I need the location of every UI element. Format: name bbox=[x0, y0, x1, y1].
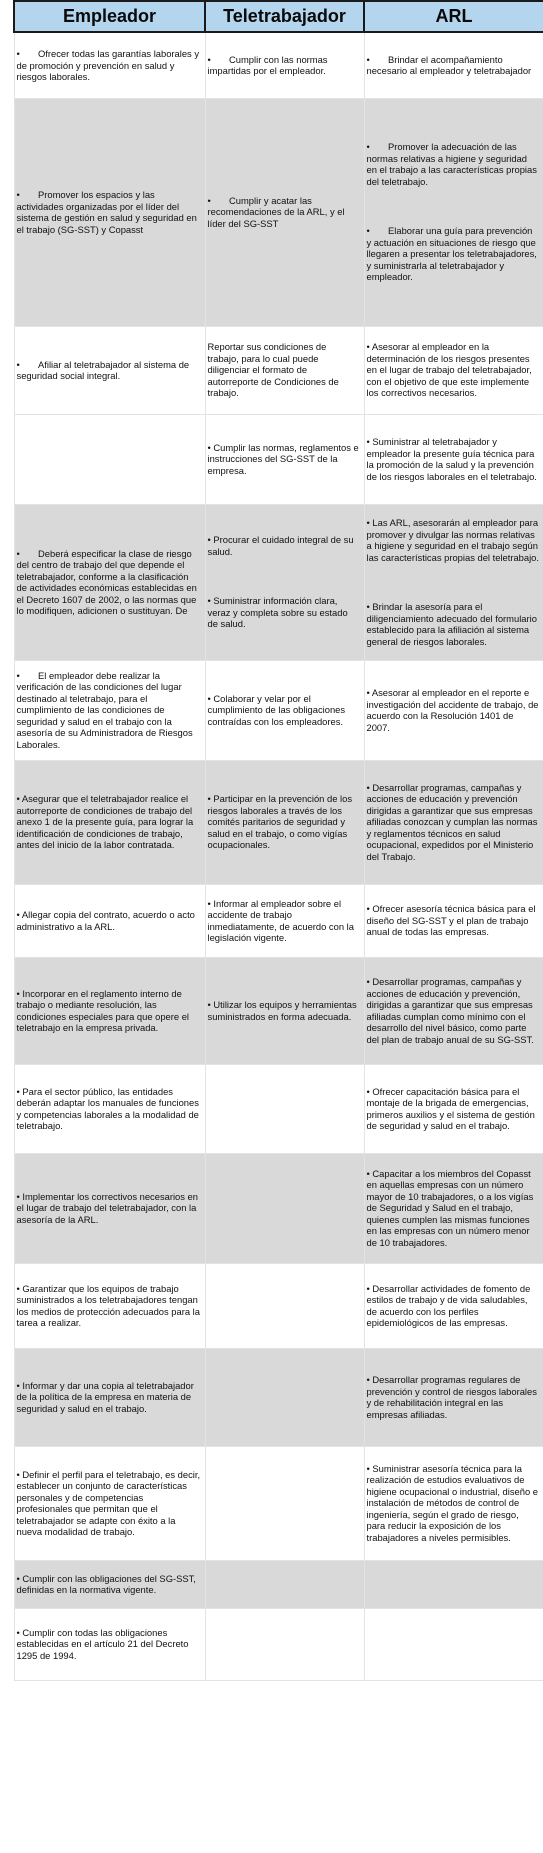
cell-teletrabajador bbox=[205, 1560, 364, 1608]
table-row bbox=[14, 98, 543, 326]
teletrabajador-item: Reportar sus condiciones de trabajo, para lo cual puede diligenciar el formato de autorreporte de Condiciones de trabajo. bbox=[207, 341, 339, 399]
cell-arl bbox=[364, 1064, 543, 1153]
arl-item: • Ofrecer capacitación básica para el montaje de la brigada de emergencias, primeros auxilios y el sistema de gestión de seguridad y salud en el trabajo. bbox=[366, 1085, 535, 1131]
teletrabajador-item: • Procurar el cuidado integral de su salud. bbox=[207, 534, 354, 557]
table-row bbox=[14, 760, 543, 884]
cell-arl bbox=[364, 1153, 543, 1263]
cell-empleador bbox=[14, 504, 205, 660]
cell-teletrabajador bbox=[205, 32, 364, 98]
responsibilities-body bbox=[14, 32, 543, 1680]
cell-arl bbox=[364, 98, 543, 326]
header-teletrabajador: Teletrabajador bbox=[205, 1, 364, 32]
teletrabajador-item: • Cumplir las normas, reglamentos e instrucciones del SG-SST de la empresa. bbox=[207, 441, 359, 476]
cell-teletrabajador bbox=[205, 957, 364, 1064]
cell-empleador bbox=[14, 1064, 205, 1153]
header-row bbox=[14, 1, 543, 32]
cell-teletrabajador bbox=[205, 326, 364, 414]
empleador-item: • Definir el perfil para el teletrabajo, es decir, establecer un conjunto de características personales y de competencias profesionales que permitan que el teletrabajador se adapte con éxito a la nueva modalidad de trabajo. bbox=[16, 1468, 201, 1537]
header-empleador: Empleador bbox=[14, 1, 205, 32]
table-row bbox=[14, 32, 543, 98]
table-row bbox=[14, 1560, 543, 1608]
empleador-item: • Allegar copia del contrato, acuerdo o acto administrativo a la ARL. bbox=[16, 909, 195, 932]
arl-item: • Ofrecer asesoría técnica básica para el diseño del SG-SST y el plan de trabajo anual de todas las empresas. bbox=[366, 903, 536, 938]
arl-item: • Elaborar una guía para prevención y actuación en situaciones de riesgo que llegaren a presentar los teletrabajadores, y suministrarla al teletrabajador y empleador. bbox=[366, 225, 537, 283]
header-arl: ARL bbox=[364, 1, 543, 32]
cell-teletrabajador bbox=[205, 1446, 364, 1560]
cell-teletrabajador bbox=[205, 1064, 364, 1153]
cell-empleador bbox=[14, 760, 205, 884]
table-row bbox=[14, 1263, 543, 1348]
cell-teletrabajador bbox=[205, 1153, 364, 1263]
arl-item: • Capacitar a los miembros del Copasst en aquellas empresas con un número mayor de 10 trabajadores, o a los vigías de Seguridad y Salud en el trabajo, quienes cumplen las mismas funciones en las empresas con un número menor de 10 trabajadores. bbox=[366, 1167, 534, 1248]
cell-empleador bbox=[14, 884, 205, 957]
cell-arl bbox=[364, 326, 543, 414]
cell-empleador bbox=[14, 1153, 205, 1263]
table-row bbox=[14, 504, 543, 660]
arl-item: • Brindar la asesoría para el diligenciamiento adecuado del formulario establecido para la afiliación al sistema general de riesgos laborales. bbox=[366, 601, 537, 647]
cell-arl bbox=[364, 760, 543, 884]
cell-empleador bbox=[14, 1446, 205, 1560]
arl-item: • Brindar el acompañamiento necesario al empleador y teletrabajador bbox=[366, 53, 532, 77]
table-row bbox=[14, 884, 543, 957]
teletrabajador-item: • Cumplir y acatar las recomendaciones de la ARL, y el líder del SG-SST bbox=[207, 194, 345, 229]
empleador-item: • Incorporar en el reglamento interno de trabajo o mediante resolución, las condiciones especiales para que opere el teletrabajo en la empresa privada. bbox=[16, 987, 190, 1033]
cell-empleador bbox=[14, 98, 205, 326]
cell-arl bbox=[364, 1560, 543, 1608]
empleador-item: • El empleador debe realizar la verificación de las condiciones del lugar destinado al teletrabajo, para el cumplimiento de las condiciones de seguridad y salud en el trabajo con la asesoría de su Administradora de Riesgos Laborales. bbox=[16, 669, 193, 750]
arl-item: • Las ARL, asesorarán al empleador para promover y divulgar las normas relativas a higiene y seguridad en el trabajo según las características propias del teletrabajo. bbox=[366, 517, 539, 563]
arl-item: • Desarrollar actividades de fomento de estilos de trabajo y de vida saludables, de acuerdo con los perfiles epidemiológicos de las empresas. bbox=[366, 1282, 531, 1328]
empleador-item: • Cumplir con todas las obligaciones establecidas en el artículo 21 del Decreto 1295 de 1994. bbox=[16, 1626, 189, 1661]
cell-teletrabajador bbox=[205, 760, 364, 884]
cell-teletrabajador bbox=[205, 1608, 364, 1680]
teletrabajador-item: • Colaborar y velar por el cumplimiento de las obligaciones contraídas con los empleadores. bbox=[207, 692, 346, 727]
cell-teletrabajador bbox=[205, 1348, 364, 1446]
empleador-item: • Afiliar al teletrabajador al sistema de seguridad social integral. bbox=[16, 358, 190, 381]
cell-teletrabajador bbox=[205, 660, 364, 760]
cell-empleador bbox=[14, 957, 205, 1064]
table-row bbox=[14, 1153, 543, 1263]
cell-teletrabajador bbox=[205, 98, 364, 326]
table-row bbox=[14, 660, 543, 760]
teletrabajador-item: • Participar en la prevención de los riesgos laborales a través de los comités paritarios de seguridad y salud en el trabajo, o como vigías ocupacionales. bbox=[207, 793, 353, 851]
table-row bbox=[14, 414, 543, 504]
cell-teletrabajador bbox=[205, 504, 364, 660]
cell-arl bbox=[364, 1348, 543, 1446]
cell-arl bbox=[364, 1608, 543, 1680]
table-row bbox=[14, 1446, 543, 1560]
cell-teletrabajador bbox=[205, 884, 364, 957]
empleador-item: • Deberá especificar la clase de riesgo del centro de trabajo del que depende el teletrabajador, conforme a la clasificación de actividades económicas establecidas en el Decreto 1607 de 2002, o las normas que lo modifiquen, adicionen o sustituyan. De bbox=[16, 547, 197, 616]
cell-arl bbox=[364, 414, 543, 504]
cell-empleador bbox=[14, 414, 205, 504]
cell-empleador bbox=[14, 326, 205, 414]
cell-arl bbox=[364, 884, 543, 957]
table-row bbox=[14, 1064, 543, 1153]
teletrabajador-item: • Suministrar información clara, veraz y completa sobre su estado de salud. bbox=[207, 595, 348, 630]
table-row bbox=[14, 1348, 543, 1446]
empleador-item: • Garantizar que los equipos de trabajo suministrados a los teletrabajadores tengan los medios de protección adecuados para la tarea a realizar. bbox=[16, 1282, 200, 1328]
arl-item: • Desarrollar programas, campañas y acciones de educación y prevención, dirigidas a garantizar que sus empresas afiliadas cumplan como mínimo con el desarrollo del nivel básico, como parte del plan de trabajo anual de su SG-SST. bbox=[366, 976, 534, 1045]
cell-empleador bbox=[14, 1608, 205, 1680]
cell-arl bbox=[364, 1446, 543, 1560]
cell-empleador bbox=[14, 1263, 205, 1348]
cell-arl bbox=[364, 1263, 543, 1348]
empleador-item: • Promover los espacios y las actividades organizadas por el líder del sistema de gestión en salud y seguridad en el trabajo (SG-SST) y Copasst bbox=[16, 189, 197, 235]
cell-arl bbox=[364, 32, 543, 98]
cell-arl bbox=[364, 504, 543, 660]
cell-teletrabajador bbox=[205, 414, 364, 504]
arl-item: • Desarrollar programas regulares de prevención y control de riesgos laborales y de rehabilitación integral en las empresas afiliadas. bbox=[366, 1374, 537, 1420]
cell-empleador bbox=[14, 1560, 205, 1608]
responsibilities-table bbox=[13, 0, 543, 1681]
empleador-item: • Implementar los correctivos necesarios en el lugar de trabajo del teletrabajador, con la asesoría de la ARL. bbox=[16, 1190, 198, 1225]
cell-teletrabajador bbox=[205, 1263, 364, 1348]
arl-item: • Asesorar al empleador en el reporte e investigación del accidente de trabajo, de acuerdo con la Resolución 1401 de 2007. bbox=[366, 687, 539, 733]
teletrabajador-item: • Utilizar los equipos y herramientas suministrados en forma adecuada. bbox=[207, 999, 357, 1022]
table-row bbox=[14, 957, 543, 1064]
arl-item: • Suministrar asesoría técnica para la realización de estudios evaluativos de higiene ocupacional o industrial, diseño e instalación de métodos de control de ingeniería, según el grado de riesgo, para reducir la exposición de los trabajadores a niveles permisibles. bbox=[366, 1462, 538, 1543]
empleador-item: • Asegurar que el teletrabajador realice el autorreporte de condiciones de trabajo del anexo 1 de la presente guía, para lograr la identificación de condiciones de trabajo, antes del inicio de la labor contratada. bbox=[16, 793, 194, 851]
empleador-item: • Ofrecer todas las garantías laborales y de promoción y prevención en salud y riesgos laborales. bbox=[16, 48, 200, 82]
empleador-item: • Cumplir con las obligaciones del SG-SST, definidas en la normativa vigente. bbox=[16, 1572, 196, 1595]
empleador-item: • Para el sector público, las entidades deberán adaptar los manuales de funciones y competencias laborales a la modalidad de teletrabajo. bbox=[16, 1085, 199, 1131]
table-row bbox=[14, 1608, 543, 1680]
teletrabajador-item: • Cumplir con las normas impartidas por el empleador. bbox=[207, 53, 328, 77]
arl-item: • Promover la adecuación de las normas relativas a higiene y seguridad en el trabajo a las características propias del teletrabajo. bbox=[366, 141, 537, 187]
table-row bbox=[14, 326, 543, 414]
arl-item: • Desarrollar programas, campañas y acciones de educación y prevención dirigidas a garantizar que sus empresas afiliadas conozcan y cumplan las normas y reglamentos técnicos en salud ocupacional, expedidos por el Ministerio del Trabajo. bbox=[366, 781, 538, 862]
cell-empleador bbox=[14, 660, 205, 760]
arl-item: • Suministrar al teletrabajador y empleador la presente guía técnica para la promoción de la salud y la prevención de los riesgos laborales en el teletrabajo. bbox=[366, 436, 537, 482]
cell-arl bbox=[364, 957, 543, 1064]
empleador-item: • Informar y dar una copia al teletrabajador de la política de la empresa en materia de seguridad y salud en el trabajo. bbox=[16, 1379, 194, 1414]
teletrabajador-item: • Informar al empleador sobre el accidente de trabajo inmediatamente, de acuerdo con la legislación vigente. bbox=[207, 897, 354, 943]
cell-empleador bbox=[14, 1348, 205, 1446]
arl-item: • Asesorar al empleador en la determinación de los riesgos presentes en el lugar de trabajo del teletrabajador, con el objetivo de que este implemente los correctivos necesarios. bbox=[366, 341, 532, 399]
cell-arl bbox=[364, 660, 543, 760]
cell-empleador bbox=[14, 32, 205, 98]
